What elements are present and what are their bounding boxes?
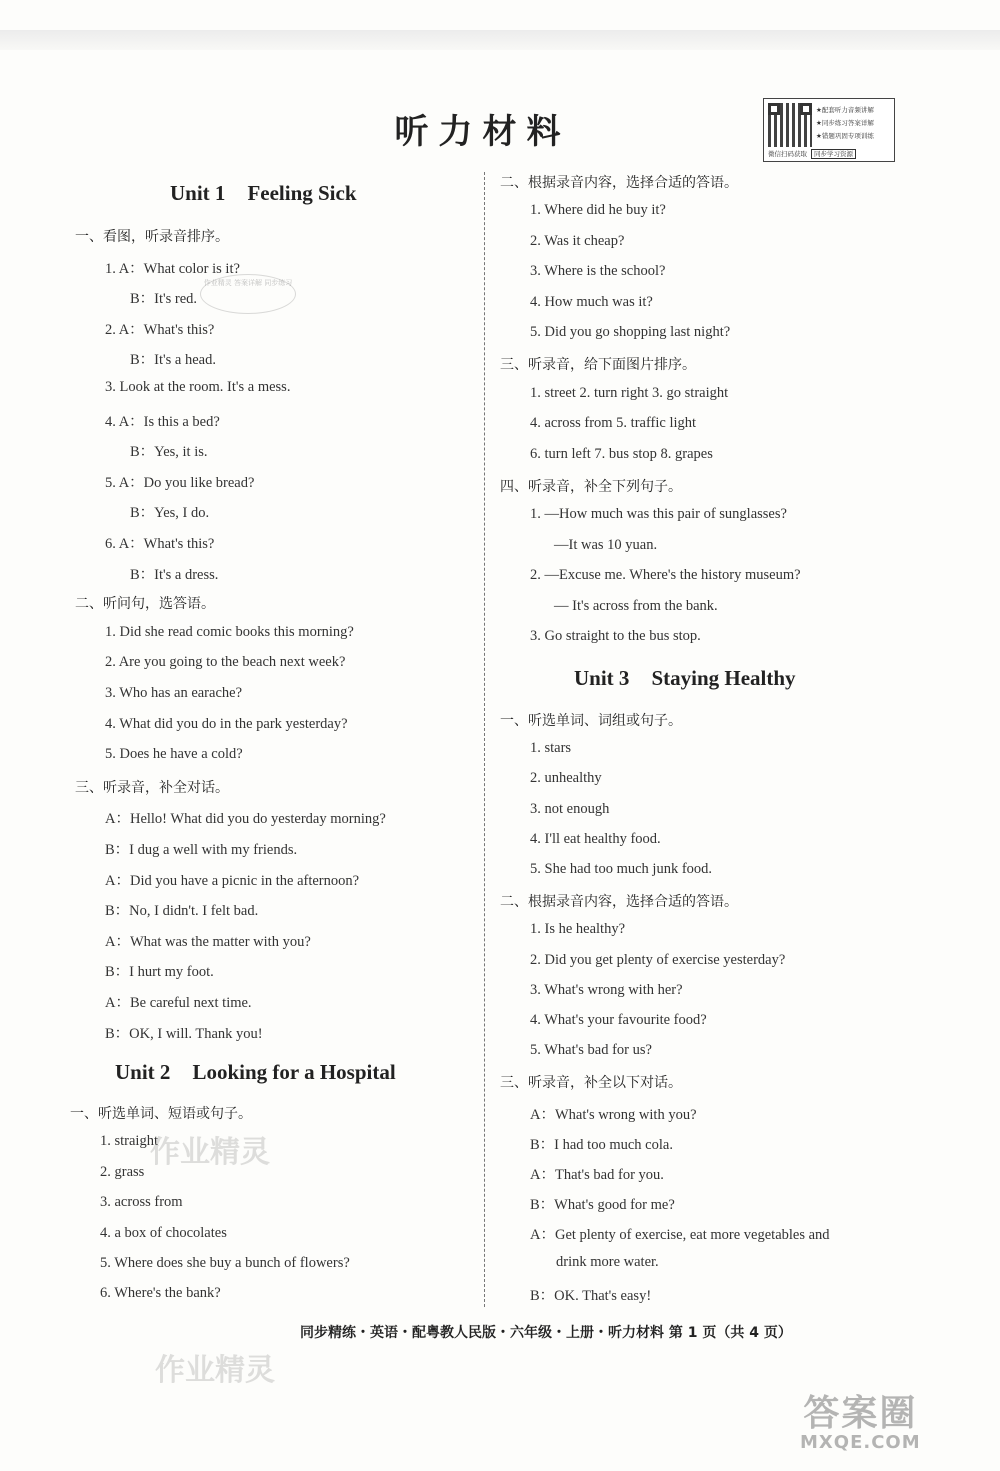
content-line: A：Hello! What did you do yesterday morning? xyxy=(105,811,386,828)
content-line: A：What's wrong with you? xyxy=(530,1106,697,1123)
unit-3-heading: Unit 3 Staying Healthy xyxy=(574,666,796,690)
content-line: 1. straight xyxy=(100,1133,158,1150)
content-line: 2. Did you get plenty of exercise yesterday? xyxy=(530,951,786,968)
content-line: 2. Was it cheap? xyxy=(530,232,625,249)
content-line: B：It's a head. xyxy=(130,352,216,369)
content-line: 5. What's bad for us? xyxy=(530,1042,652,1059)
content-line: B：No, I didn't. I felt bad. xyxy=(105,903,259,920)
content-line: B：What's good for me? xyxy=(530,1197,675,1214)
content-line: 1. —How much was this pair of sunglasses? xyxy=(530,506,787,523)
content-line: 2. unhealthy xyxy=(530,770,602,787)
section-heading: 一、看图，听录音排序。 xyxy=(75,229,229,245)
content-line: A：Be careful next time. xyxy=(105,995,252,1011)
section-heading: 三、听录音，补全对话。 xyxy=(75,779,229,796)
content-line: 3. What's wrong with her? xyxy=(530,981,683,998)
content-line: 6. turn left 7. bus stop 8. grapes xyxy=(530,445,713,462)
content-line: 4. What did you do in the park yesterday? xyxy=(105,715,348,732)
content-line: 3. not enough xyxy=(530,800,610,817)
section-heading: 二、根据录音内容，选择合适的答语。 xyxy=(500,175,738,191)
section-heading: 四、听录音，补全下列句子。 xyxy=(500,479,682,495)
content-line: 1. Where did he buy it? xyxy=(530,202,666,219)
section-heading: 一、听选单词、词组或句子。 xyxy=(500,713,682,729)
content-line: 4. I'll eat healthy food. xyxy=(530,830,661,847)
content-line: 5. A：Do you like bread? xyxy=(105,474,255,491)
content-line: — It's across from the bank. xyxy=(554,597,718,614)
top-scan-band xyxy=(0,30,1000,50)
qr-code-icon[interactable] xyxy=(768,103,812,147)
watermark-text: 作业精灵 xyxy=(155,1353,275,1388)
content-line: B：I had too much cola. xyxy=(530,1136,673,1153)
site-logo: 答案圈 MXQE.COM xyxy=(800,1393,921,1453)
content-line: 1. stars xyxy=(530,740,572,757)
column-divider xyxy=(484,172,485,1307)
content-line: B：I hurt my foot. xyxy=(105,964,214,981)
content-line: 4. What's your favourite food? xyxy=(530,1012,707,1028)
page-title: 听力材料 xyxy=(394,112,571,152)
content-line: 3. Look at the room. It's a mess. xyxy=(105,379,291,395)
content-line: B：OK. That's easy! xyxy=(530,1287,652,1304)
content-line: B：Yes, it is. xyxy=(130,444,208,461)
content-line: 4. How much was it? xyxy=(530,293,653,310)
content-line: 1. Did she read comic books this morning? xyxy=(105,623,354,640)
content-line: 3. Where is the school? xyxy=(530,263,666,280)
content-line: drink more water. xyxy=(556,1253,659,1270)
content-line: 3. across from xyxy=(100,1194,183,1211)
content-line: A：That's bad for you. xyxy=(530,1167,664,1183)
content-line: 5. Does he have a cold? xyxy=(105,746,243,763)
section-heading: 三、听录音，给下面图片排序。 xyxy=(500,357,696,374)
content-line: 2. Are you going to the beach next week? xyxy=(105,654,346,671)
unit-1-heading: Unit 1 Feeling Sick xyxy=(170,181,357,205)
qr-caption: 微信扫码获取 同步学习资源 xyxy=(768,149,856,158)
content-line: B：I dug a well with my friends. xyxy=(105,842,298,858)
section-heading: 二、根据录音内容，选择合适的答语。 xyxy=(500,894,738,911)
content-line: 6. A：What's this? xyxy=(105,536,215,552)
content-line: A：Get plenty of exercise, eat more vegetables and xyxy=(530,1227,830,1244)
content-line: 1. A：What color is it? xyxy=(105,260,240,277)
page-footer: 同步精练・英语・配粤教人民版・六年级・上册・听力材料 第 1 页（共 4 页） xyxy=(300,1325,792,1341)
watermark-text: 作业精灵 xyxy=(150,1135,270,1170)
content-line: B：OK, I will. Thank you! xyxy=(105,1025,263,1042)
content-line: 3. Who has an earache? xyxy=(105,685,243,701)
content-line: 1. street 2. turn right 3. go straight xyxy=(530,384,729,401)
content-line: —It was 10 yuan. xyxy=(554,536,658,553)
content-line: 1. Is he healthy? xyxy=(530,921,626,938)
content-line: 2. A：What's this? xyxy=(105,321,215,338)
content-line: 2. grass xyxy=(100,1163,145,1180)
content-line: A：Did you have a picnic in the afternoon? xyxy=(105,872,360,889)
content-line: 3. Go straight to the bus stop. xyxy=(530,628,701,644)
content-line: 5. Where does she buy a bunch of flowers? xyxy=(100,1255,350,1271)
content-line: B：It's red. xyxy=(130,291,198,308)
content-line: 2. —Excuse me. Where's the history museum? xyxy=(530,567,801,584)
content-line: 4. A：Is this a bed? xyxy=(105,413,220,430)
content-line: A：What was the matter with you? xyxy=(105,933,311,950)
content-line: 5. She had too much junk food. xyxy=(530,861,713,877)
watermark-stamp: 作业精灵 答案详解 同步练习 xyxy=(200,274,296,314)
content-line: B：Yes, I do. xyxy=(130,505,210,522)
content-line: 6. Where's the bank? xyxy=(100,1285,221,1302)
content-line: 5. Did you go shopping last night? xyxy=(530,324,731,340)
section-heading: 二、听问句，选答语。 xyxy=(75,596,215,613)
unit-2-heading: Unit 2 Looking for a Hospital xyxy=(115,1060,396,1084)
qr-text: ★配套听力音频讲解 ★同步练习答案详解 ★错题巩固专项训练 xyxy=(816,106,874,140)
content-line: 4. across from 5. traffic light xyxy=(530,415,697,432)
content-line: 4. a box of chocolates xyxy=(100,1224,227,1241)
qr-code-panel[interactable] xyxy=(763,98,895,162)
content-line: B：It's a dress. xyxy=(130,566,219,583)
section-heading: 三、听录音，补全以下对话。 xyxy=(500,1075,682,1092)
section-heading: 一、听选单词、短语或句子。 xyxy=(70,1106,252,1122)
